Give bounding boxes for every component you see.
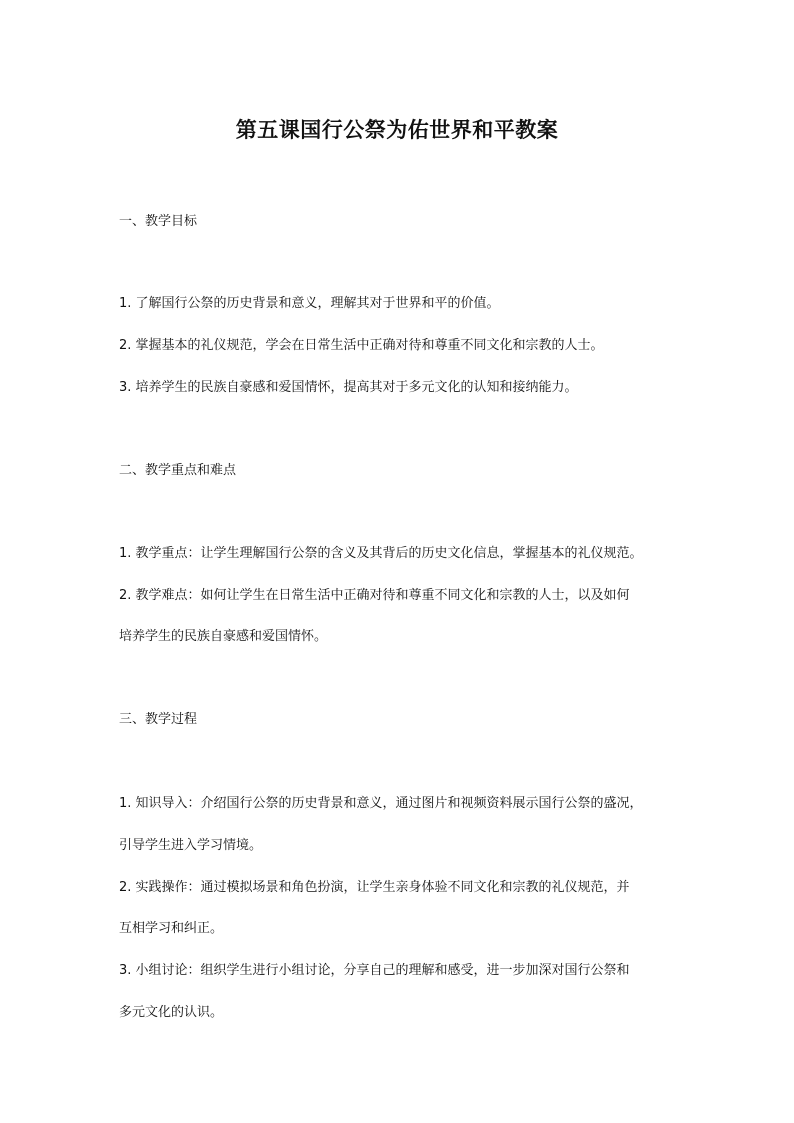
objective-item-1: 1. 了解国行公祭的历史背景和意义，理解其对于世界和平的价值。 bbox=[119, 296, 500, 311]
key-point-item-1: 1. 教学重点：让学生理解国行公祭的含义及其背后的历史文化信息，掌握基本的礼仪规范。 bbox=[119, 546, 643, 561]
objective-item-2: 2. 掌握基本的礼仪规范，学会在日常生活中正确对待和尊重不同文化和宗教的人士。 bbox=[119, 338, 604, 353]
section-heading-key-points: 二、教学重点和难点 bbox=[119, 463, 237, 478]
objective-item-3: 3. 培养学生的民族自豪感和爱国情怀，提高其对于多元文化的认知和接纳能力。 bbox=[119, 380, 578, 395]
process-item-3-continued: 多元文化的认识。 bbox=[119, 1005, 224, 1020]
process-item-1: 1. 知识导入：介绍国行公祭的历史背景和意义，通过图片和视频资料展示国行公祭的盛况， bbox=[119, 796, 643, 811]
process-item-3: 3. 小组讨论：组织学生进行小组讨论，分享自己的理解和感受，进一步加深对国行公祭和 bbox=[119, 963, 630, 978]
section-heading-process: 三、教学过程 bbox=[119, 712, 198, 727]
process-item-2: 2. 实践操作：通过模拟场景和角色扮演，让学生亲身体验不同文化和宗教的礼仪规范，并 bbox=[119, 880, 630, 895]
process-item-2-continued: 互相学习和纠正。 bbox=[119, 921, 224, 936]
section-heading-objectives: 一、教学目标 bbox=[119, 214, 198, 229]
key-point-item-2-continued: 培养学生的民族自豪感和爱国情怀。 bbox=[119, 629, 328, 644]
key-point-item-2: 2. 教学难点：如何让学生在日常生活中正确对待和尊重不同文化和宗教的人士，以及如何 bbox=[119, 588, 630, 603]
page-title: 第五课国行公祭为佑世界和平教案 bbox=[235, 118, 559, 142]
process-item-1-continued: 引导学生进入学习情境。 bbox=[119, 838, 263, 853]
